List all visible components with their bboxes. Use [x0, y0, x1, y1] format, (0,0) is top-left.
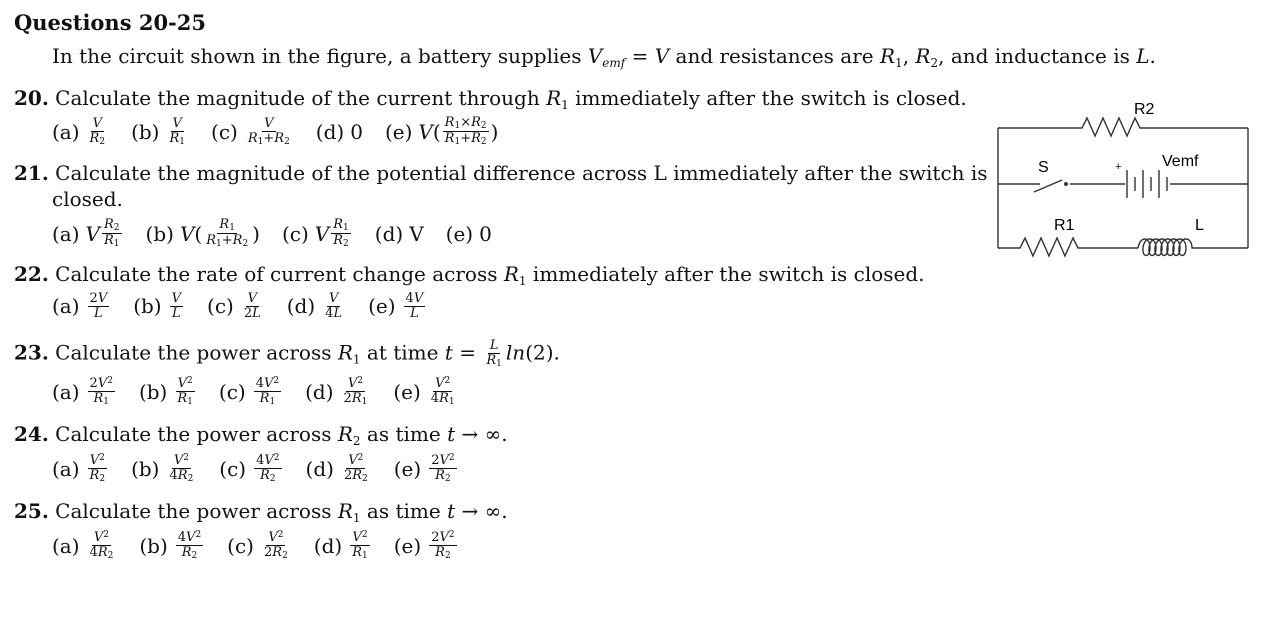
- option-c[interactable]: (c) $\frac{V}{2L}$: [207, 291, 261, 321]
- label-R1: R1: [1054, 217, 1075, 234]
- battery: [1127, 170, 1167, 198]
- label-Vemf: Vemf: [1162, 153, 1199, 170]
- label-R2: R2: [1134, 101, 1155, 118]
- label-S: S: [1038, 159, 1049, 176]
- resistor-R1: [998, 238, 1138, 256]
- resistor-R2: [998, 118, 1248, 136]
- option-a[interactable]: (a) $\frac{V^2}{4R_2}$: [52, 530, 114, 561]
- option-a[interactable]: (a) $\frac{2V}{L}$: [52, 291, 108, 321]
- option-a[interactable]: (a) V $\frac{R_2}{R_1}$: [52, 217, 120, 250]
- question-number: 22.: [14, 262, 49, 286]
- question-number: 20.: [14, 86, 49, 110]
- switch-S: [1034, 180, 1062, 192]
- question-number: 25.: [14, 499, 49, 523]
- question-23-options: [52, 377, 481, 407]
- question-number: 23.: [14, 340, 49, 365]
- option-d[interactable]: (d) $\frac{V}{4L}$: [286, 291, 343, 321]
- option-d[interactable]: (d) 0: [315, 119, 363, 144]
- option-b[interactable]: (b) $\frac{V^2}{4R_2}$: [131, 453, 194, 484]
- circuit-diagram: [990, 88, 1260, 273]
- option-b[interactable]: (b) V ( $\frac{R_1}{R_1+R_2}$ ): [145, 217, 260, 250]
- option-a[interactable]: (a) $\frac{V}{R_2}$: [52, 115, 106, 147]
- option-c[interactable]: (c) V $\frac{R_1}{R_2}$: [281, 217, 349, 250]
- question-23: 23. Calculate the power across $R_1$ at time t = $\frac{L}{R_1}$ ln(2).: [14, 338, 560, 369]
- option-d[interactable]: (d) $\frac{V^2}{2R_2}$: [305, 453, 368, 484]
- label-plus: +: [1115, 161, 1122, 173]
- option-e[interactable]: (e) $\frac{V^2}{4R_1}$: [393, 376, 455, 407]
- option-e[interactable]: (e) $\frac{2V^2}{R_2}$: [393, 530, 455, 561]
- question-24-options: [52, 454, 481, 484]
- option-d[interactable]: (d) V: [374, 221, 424, 246]
- option-c[interactable]: (c) $\frac{4V^2}{R_1}$: [218, 376, 280, 407]
- intro-text: In the circuit shown in the figure, a battery supplies $V_{emf} = V$ and resistances are $R_1$, $R_2$, and inductance is L.: [52, 44, 1156, 70]
- question-number: 24.: [14, 422, 49, 446]
- option-e[interactable]: (e) $\frac{4V}{L}$: [368, 291, 424, 321]
- question-22-options: [52, 292, 449, 320]
- question-22: 22. Calculate the rate of current change across $R_1$ immediately after the switch is closed.: [14, 262, 925, 288]
- option-b[interactable]: (b) $\frac{V}{R_1}$: [131, 115, 186, 147]
- inductor-L: [1138, 239, 1248, 256]
- option-c[interactable]: (c) $\frac{4V^2}{R_2}$: [219, 453, 280, 484]
- option-c[interactable]: (c) $\frac{V}{R_1+R_2}$: [211, 115, 290, 147]
- option-e[interactable]: (e) 0: [445, 221, 492, 246]
- question-20: 20. Calculate the magnitude of the current through $R_1$ immediately after the switch is closed.: [14, 86, 967, 112]
- option-a[interactable]: (a) $\frac{V^2}{R_2}$: [52, 453, 106, 484]
- question-20-options: [52, 116, 520, 148]
- question-number: 21.: [14, 161, 49, 185]
- option-d[interactable]: (d) $\frac{V^2}{2R_1}$: [305, 376, 368, 407]
- option-a[interactable]: (a) $\frac{2V^2}{R_1}$: [52, 376, 113, 407]
- question-21-options: [52, 218, 514, 250]
- option-b[interactable]: (b) $\frac{V}{L}$: [133, 291, 182, 321]
- option-e[interactable]: (e) V ( $\frac{R_1\times R_2}{R_1+R_2}$ ): [384, 115, 499, 148]
- switch-contact: [1064, 182, 1068, 186]
- option-b[interactable]: (b) $\frac{V^2}{R_1}$: [138, 376, 193, 407]
- question-25-options: [52, 531, 481, 561]
- option-d[interactable]: (d) $\frac{V^2}{R_1}$: [313, 530, 368, 561]
- section-heading: Questions 20-25: [14, 10, 206, 35]
- label-L: L: [1195, 217, 1204, 234]
- option-c[interactable]: (c) $\frac{V^2}{2R_2}$: [227, 530, 288, 561]
- option-b[interactable]: (b) $\frac{4V^2}{R_2}$: [139, 530, 202, 561]
- question-21: 21. Calculate the magnitude of the potential difference across L immediately after the switch is: [14, 161, 988, 185]
- question-25: 25. Calculate the power across $R_1$ as time t → ∞.: [14, 499, 508, 525]
- option-e[interactable]: (e) $\frac{2V^2}{R_2}$: [393, 453, 455, 484]
- question-24: 24. Calculate the power across $R_2$ as time t → ∞.: [14, 422, 508, 448]
- question-21-continued: closed.: [52, 187, 123, 211]
